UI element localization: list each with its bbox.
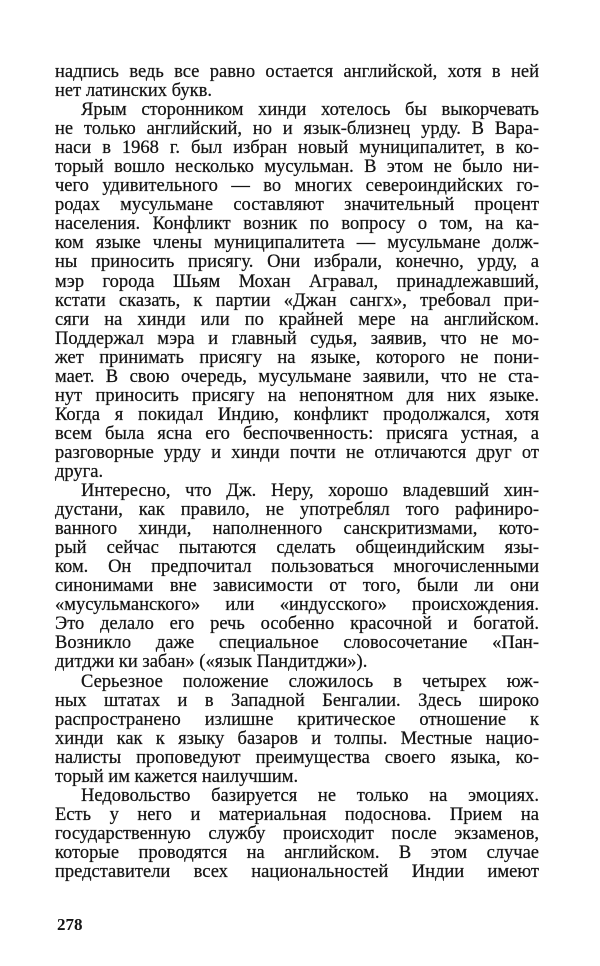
text-line: мает. В свою очередь, мусульмане заявили, что не ста- [55,366,539,387]
text-line: рый сейчас пытаются сделать общеиндийским язы- [55,538,539,559]
text-line: сяги на хинди или по крайней мере на английском. [55,309,539,330]
text-line: Интересно, что Дж. Неру, хорошо владевший хин- [81,481,539,502]
text-line: разговорные урду и хинди почти не отличаются друг от [55,442,539,463]
text-line: хинди как к языку базаров и толпы. Местные нацио- [55,728,539,749]
text-line: торый им кажется наилучшим. [55,766,299,787]
page-body-text [55,63,539,882]
text-line: государственную службу происходит после экзаменов, [55,823,539,844]
text-line: Возникло даже специальное словосочетание «Пан- [55,633,539,654]
paragraph [55,787,539,882]
text-line: наси в 1968 г. был избран новый муниципалитет, в ко- [55,138,539,159]
text-line: «мусульманского» или «индусского» происхождения. [55,595,539,616]
text-line: ных штатах и в Западной Бенгалии. Здесь широко [55,690,539,711]
text-line: Есть у него и материальная подоснова. Прием на [55,804,539,825]
text-line: мэр города Шьям Мохан Агравал, принадлежавший, [55,271,539,292]
text-line: дустани, как правило, не употреблял того рафиниро- [55,500,539,521]
paragraph [55,673,539,787]
text-line: надпись ведь все равно остается английской, хотя в ней [55,62,539,82]
text-line: друга. [55,461,104,482]
text-line: ны приносить присягу. Они избрали, конечно, урду, а [55,252,539,273]
page-number: 278 [57,915,83,934]
text-line: ком. Он предпочитал пользоваться многочисленными [55,557,539,578]
text-line: всем была ясна его беспочвенность: присяга устная, а [55,423,539,444]
text-line: распространено излишне критическое отношение к [55,709,539,730]
text-line: торый вошло несколько мусульман. В этом не было ни- [55,157,539,178]
text-line: представители всех национальностей Индии имеют [55,861,539,882]
text-line: кстати сказать, к партии «Джан сангх», требовал при- [55,290,539,311]
text-line: родах мусульмане составляют значительный процент [55,195,539,216]
text-line: Серьезное положение сложилось в четырех юж- [81,671,539,692]
text-line: синонимами вне зависимости от того, были ли они [55,576,539,597]
text-line: Это делало его речь особенно красочной и богатой. [55,614,539,635]
text-line: которые проводятся на английском. В этом случае [55,842,539,863]
text-line: ком языке члены муниципалитета — мусульмане долж- [55,233,539,254]
text-line: Поддержал мэра и главный судья, заявив, что не мо- [55,328,539,349]
paragraph [55,63,539,101]
text-line: жет принимать присягу на языке, которого не пони- [55,347,539,368]
text-line: населения. Конфликт возник по вопросу о том, на ка- [55,214,539,235]
text-line: Когда я покидал Индию, конфликт продолжался, хотя [55,404,539,425]
text-line: дитджи ки забан» («язык Пандитджи»). [55,652,368,673]
paragraph [55,101,539,482]
text-line: нет латинских букв. [55,81,212,102]
text-line: налисты проповедуют преимущества своего языка, ко- [55,747,539,768]
text-line: чего удивительного — во многих североиндийских го- [55,176,539,197]
text-line: ванного хинди, наполненного санскритизмами, кото- [55,519,539,540]
text-line: Ярым сторонником хинди хотелось бы выкорчевать [81,100,539,121]
text-line: не только английский, но и язык-близнец урду. В Вара- [55,119,539,140]
paragraph [55,482,539,672]
text-line: Недовольство базируется не только на эмоциях. [81,785,539,806]
text-line: нут приносить присягу на непонятном для них языке. [55,385,539,406]
